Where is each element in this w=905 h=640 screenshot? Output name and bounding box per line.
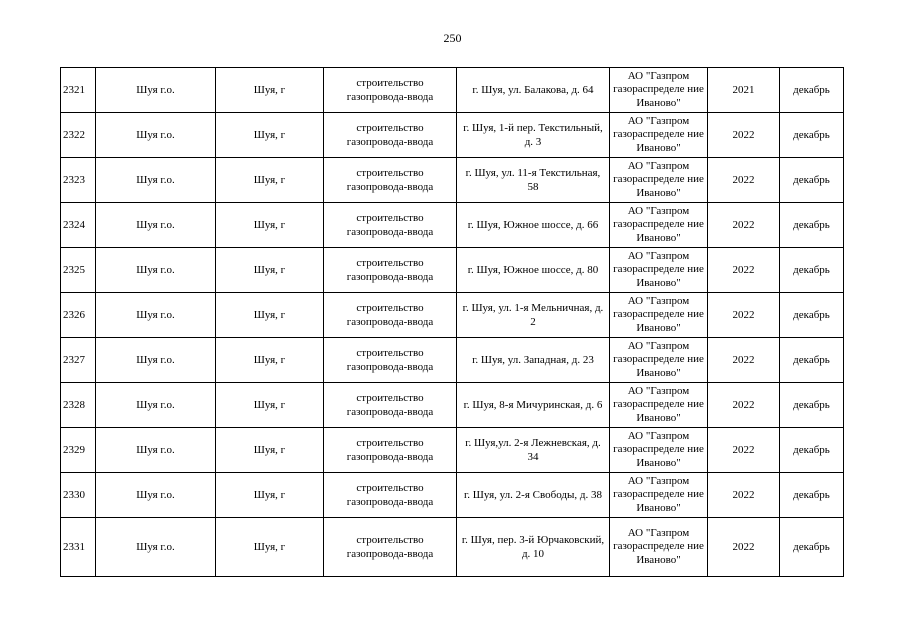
address-cell: г. Шуя, ул. Западная, д. 23: [457, 338, 610, 383]
year-cell: 2022: [708, 248, 780, 293]
table-row: [61, 113, 844, 158]
address-cell: г. Шуя, ул. Балакова, д. 64: [457, 68, 610, 113]
address-cell: г. Шуя,ул. 2-я Лежневская, д. 34: [457, 428, 610, 473]
settlement-cell: Шуя, г: [216, 428, 324, 473]
year-cell: 2022: [708, 113, 780, 158]
district-cell: Шуя г.о.: [96, 68, 216, 113]
settlement-cell: Шуя, г: [216, 473, 324, 518]
month-cell: декабрь: [780, 203, 844, 248]
work-type-cell: строительство газопровода-ввода: [324, 293, 457, 338]
organization-cell: АО "Газпром газораспределе ние Иваново": [610, 428, 708, 473]
work-type-cell: строительство газопровода-ввода: [324, 338, 457, 383]
work-type-cell: строительство газопровода-ввода: [324, 383, 457, 428]
organization-cell: АО "Газпром газораспределе ние Иваново": [610, 248, 708, 293]
organization-cell: АО "Газпром газораспределе ние Иваново": [610, 518, 708, 577]
settlement-cell: Шуя, г: [216, 113, 324, 158]
organization-cell: АО "Газпром газораспределе ние Иваново": [610, 338, 708, 383]
address-cell: г. Шуя, 1-й пер. Текстильный, д. 3: [457, 113, 610, 158]
page-number: 250: [443, 31, 462, 45]
settlement-cell: Шуя, г: [216, 338, 324, 383]
work-type-cell: строительство газопровода-ввода: [324, 518, 457, 577]
table-row: [61, 338, 844, 383]
address-cell: г. Шуя, 8-я Мичуринская, д. 6: [457, 383, 610, 428]
work-type-cell: строительство газопровода-ввода: [324, 68, 457, 113]
work-type-cell: строительство газопровода-ввода: [324, 473, 457, 518]
month-cell: декабрь: [780, 518, 844, 577]
year-cell: 2022: [708, 518, 780, 577]
month-cell: декабрь: [780, 158, 844, 203]
district-cell: Шуя г.о.: [96, 473, 216, 518]
district-cell: Шуя г.о.: [96, 338, 216, 383]
district-cell: Шуя г.о.: [96, 113, 216, 158]
row-number-cell: 2321: [61, 68, 96, 113]
address-cell: г. Шуя, Южное шоссе, д. 66: [457, 203, 610, 248]
district-cell: Шуя г.о.: [96, 203, 216, 248]
year-cell: 2022: [708, 293, 780, 338]
row-number-cell: 2331: [61, 518, 96, 577]
month-cell: декабрь: [780, 293, 844, 338]
table-row: [61, 248, 844, 293]
district-cell: Шуя г.о.: [96, 428, 216, 473]
year-cell: 2022: [708, 383, 780, 428]
month-cell: декабрь: [780, 473, 844, 518]
month-cell: декабрь: [780, 68, 844, 113]
organization-cell: АО "Газпром газораспределе ние Иваново": [610, 203, 708, 248]
district-cell: Шуя г.о.: [96, 158, 216, 203]
month-cell: декабрь: [780, 248, 844, 293]
work-type-cell: строительство газопровода-ввода: [324, 158, 457, 203]
table-row: [61, 68, 844, 113]
district-cell: Шуя г.о.: [96, 293, 216, 338]
table-row: [61, 383, 844, 428]
address-cell: г. Шуя, ул. 1-я Мельничная, д. 2: [457, 293, 610, 338]
organization-cell: АО "Газпром газораспределе ние Иваново": [610, 68, 708, 113]
month-cell: декабрь: [780, 338, 844, 383]
settlement-cell: Шуя, г: [216, 518, 324, 577]
row-number-cell: 2322: [61, 113, 96, 158]
table-row: [61, 518, 844, 577]
work-type-cell: строительство газопровода-ввода: [324, 248, 457, 293]
organization-cell: АО "Газпром газораспределе ние Иваново": [610, 473, 708, 518]
settlement-cell: Шуя, г: [216, 158, 324, 203]
row-number-cell: 2327: [61, 338, 96, 383]
month-cell: декабрь: [780, 428, 844, 473]
year-cell: 2022: [708, 158, 780, 203]
address-cell: г. Шуя, ул. 11-я Текстильная, 58: [457, 158, 610, 203]
row-number-cell: 2330: [61, 473, 96, 518]
district-cell: Шуя г.о.: [96, 518, 216, 577]
row-number-cell: 2324: [61, 203, 96, 248]
table-row: [61, 293, 844, 338]
organization-cell: АО "Газпром газораспределе ние Иваново": [610, 158, 708, 203]
month-cell: декабрь: [780, 383, 844, 428]
address-cell: г. Шуя, ул. 2-я Свободы, д. 38: [457, 473, 610, 518]
table-row: [61, 158, 844, 203]
settlement-cell: Шуя, г: [216, 68, 324, 113]
settlement-cell: Шуя, г: [216, 203, 324, 248]
table-row: [61, 428, 844, 473]
row-number-cell: 2326: [61, 293, 96, 338]
row-number-cell: 2328: [61, 383, 96, 428]
year-cell: 2022: [708, 338, 780, 383]
work-type-cell: строительство газопровода-ввода: [324, 203, 457, 248]
district-cell: Шуя г.о.: [96, 248, 216, 293]
year-cell: 2022: [708, 428, 780, 473]
gas-connection-table: [60, 67, 844, 577]
settlement-cell: Шуя, г: [216, 383, 324, 428]
address-cell: г. Шуя, пер. 3-й Юрчаковский, д. 10: [457, 518, 610, 577]
work-type-cell: строительство газопровода-ввода: [324, 113, 457, 158]
organization-cell: АО "Газпром газораспределе ние Иваново": [610, 113, 708, 158]
row-number-cell: 2325: [61, 248, 96, 293]
row-number-cell: 2323: [61, 158, 96, 203]
address-cell: г. Шуя, Южное шоссе, д. 80: [457, 248, 610, 293]
organization-cell: АО "Газпром газораспределе ние Иваново": [610, 293, 708, 338]
table-row: [61, 203, 844, 248]
year-cell: 2022: [708, 203, 780, 248]
settlement-cell: Шуя, г: [216, 248, 324, 293]
table-row: [61, 473, 844, 518]
work-type-cell: строительство газопровода-ввода: [324, 428, 457, 473]
month-cell: декабрь: [780, 113, 844, 158]
district-cell: Шуя г.о.: [96, 383, 216, 428]
year-cell: 2022: [708, 473, 780, 518]
organization-cell: АО "Газпром газораспределе ние Иваново": [610, 383, 708, 428]
row-number-cell: 2329: [61, 428, 96, 473]
settlement-cell: Шуя, г: [216, 293, 324, 338]
year-cell: 2021: [708, 68, 780, 113]
